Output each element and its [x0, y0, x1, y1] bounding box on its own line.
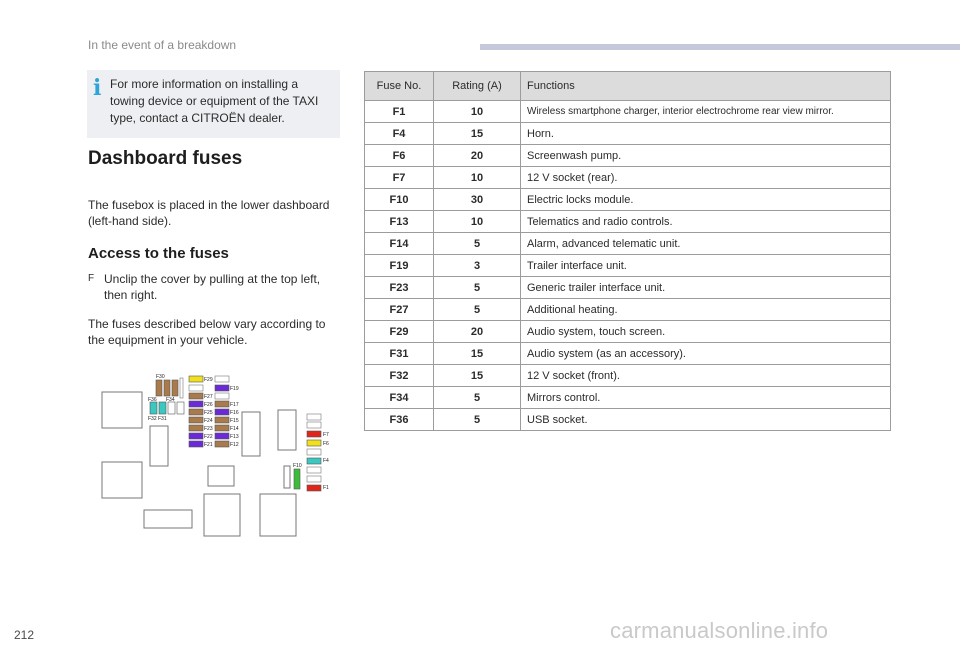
label-f4: F4: [323, 458, 329, 464]
fuse-cell: F23: [365, 277, 434, 299]
function-cell: Alarm, advanced telematic unit.: [521, 233, 891, 255]
table-row: [365, 211, 891, 233]
rating-cell: 15: [434, 123, 521, 145]
label-f17: F17: [230, 402, 239, 408]
bullet-text: Unclip the cover by pulling at the top left, then right.: [104, 272, 321, 302]
function-cell: 12 V socket (front).: [521, 365, 891, 387]
fuse-cell: F10: [365, 189, 434, 211]
fuse-group-top-left: [148, 374, 184, 422]
function-cell: Audio system (as an accessory).: [521, 343, 891, 365]
note-paragraph: The fuses described below vary according to the equipment in your vehicle.: [88, 317, 326, 347]
label-f19: F19: [230, 386, 239, 392]
label-f27: F27: [204, 394, 213, 400]
header-bar: [480, 44, 960, 50]
rating-cell: 20: [434, 321, 521, 343]
fusebox-diagram: [98, 362, 338, 542]
function-cell: Screenwash pump.: [521, 145, 891, 167]
rating-cell: 5: [434, 387, 521, 409]
label-f25: F25: [204, 410, 213, 416]
function-cell: USB socket.: [521, 409, 891, 431]
fuse-group-right: [293, 414, 329, 491]
fuse-group-middle: [189, 376, 239, 448]
table-row: [365, 365, 891, 387]
info-text: For more information on installing a towing device or equipment of the TAXI type, contact a CITROËN dealer.: [110, 77, 319, 125]
table-header-row: [365, 72, 891, 101]
info-box: [87, 70, 340, 138]
rating-cell: 3: [434, 255, 521, 277]
label-f34: F34: [166, 397, 175, 403]
label-f12: F12: [230, 442, 239, 448]
fuse-cell: F13: [365, 211, 434, 233]
rating-cell: 15: [434, 343, 521, 365]
label-f30: F30: [156, 374, 165, 380]
rating-cell: 20: [434, 145, 521, 167]
function-cell: 12 V socket (rear).: [521, 167, 891, 189]
bullet-mark: F: [88, 273, 95, 284]
rating-cell: 10: [434, 101, 521, 123]
page-title: Dashboard fuses: [88, 148, 243, 169]
rating-cell: 15: [434, 365, 521, 387]
table-row: [365, 343, 891, 365]
table-row: [365, 299, 891, 321]
label-f13: F13: [230, 434, 239, 440]
table-row: [365, 101, 891, 123]
fuse-cell: F6: [365, 145, 434, 167]
rating-cell: 10: [434, 167, 521, 189]
function-cell: Mirrors control.: [521, 387, 891, 409]
label-f23: F23: [204, 426, 213, 432]
label-f22: F22: [204, 434, 213, 440]
rating-cell: 5: [434, 409, 521, 431]
fuse-cell: F27: [365, 299, 434, 321]
function-cell: Audio system, touch screen.: [521, 321, 891, 343]
fuse-cell: F19: [365, 255, 434, 277]
rating-cell: 5: [434, 299, 521, 321]
rating-cell: 5: [434, 233, 521, 255]
function-cell: Electric locks module.: [521, 189, 891, 211]
label-f32: F32: [148, 416, 157, 422]
table-row: [365, 145, 891, 167]
header-section-title: In the event of a breakdown: [88, 38, 237, 52]
label-f29: F29: [204, 377, 213, 383]
function-cell: Wireless smartphone charger, interior electrochrome rear view mirror.: [521, 101, 891, 123]
table-row: [365, 233, 891, 255]
fuse-cell: F32: [365, 365, 434, 387]
col-header-functions: Functions: [521, 72, 891, 101]
table-row: [365, 387, 891, 409]
col-header-rating: Rating (A): [434, 72, 521, 101]
label-f6: F6: [323, 441, 329, 447]
table-row: [365, 409, 891, 431]
access-heading: Access to the fuses: [88, 245, 229, 262]
rating-cell: 30: [434, 189, 521, 211]
function-cell: Generic trailer interface unit.: [521, 277, 891, 299]
fuse-cell: F34: [365, 387, 434, 409]
fuse-cell: F1: [365, 101, 434, 123]
info-icon: i: [93, 75, 102, 101]
fuse-cell: F7: [365, 167, 434, 189]
fuse-cell: F4: [365, 123, 434, 145]
rating-cell: 10: [434, 211, 521, 233]
label-f21: F21: [204, 442, 213, 448]
rating-cell: 5: [434, 277, 521, 299]
fuse-cell: F31: [365, 343, 434, 365]
function-cell: Additional heating.: [521, 299, 891, 321]
table-row: [365, 277, 891, 299]
fuse-cell: F29: [365, 321, 434, 343]
function-cell: Horn.: [521, 123, 891, 145]
label-f31: F31: [158, 416, 167, 422]
fuse-table: [364, 71, 891, 431]
label-f16: F16: [230, 410, 239, 416]
table-row: [365, 321, 891, 343]
label-f15: F15: [230, 418, 239, 424]
label-f10: F10: [293, 463, 302, 469]
function-cell: Trailer interface unit.: [521, 255, 891, 277]
col-header-fuse: Fuse No.: [365, 72, 434, 101]
table-row: [365, 167, 891, 189]
function-cell: Telematics and radio controls.: [521, 211, 891, 233]
table-row: [365, 189, 891, 211]
fuse-cell: F14: [365, 233, 434, 255]
label-f7: F7: [323, 432, 329, 438]
label-f36: F36: [148, 397, 157, 403]
fuse-cell: F36: [365, 409, 434, 431]
intro-paragraph: The fusebox is placed in the lower dashboard (left-hand side).: [88, 198, 330, 228]
label-f26: F26: [204, 402, 213, 408]
table-row: [365, 255, 891, 277]
page-number: 212: [14, 628, 35, 642]
label-f24: F24: [204, 418, 213, 424]
watermark: carmanualsonline.info: [610, 618, 829, 643]
table-row: [365, 123, 891, 145]
label-f14: F14: [230, 426, 239, 432]
label-f1: F1: [323, 485, 329, 491]
